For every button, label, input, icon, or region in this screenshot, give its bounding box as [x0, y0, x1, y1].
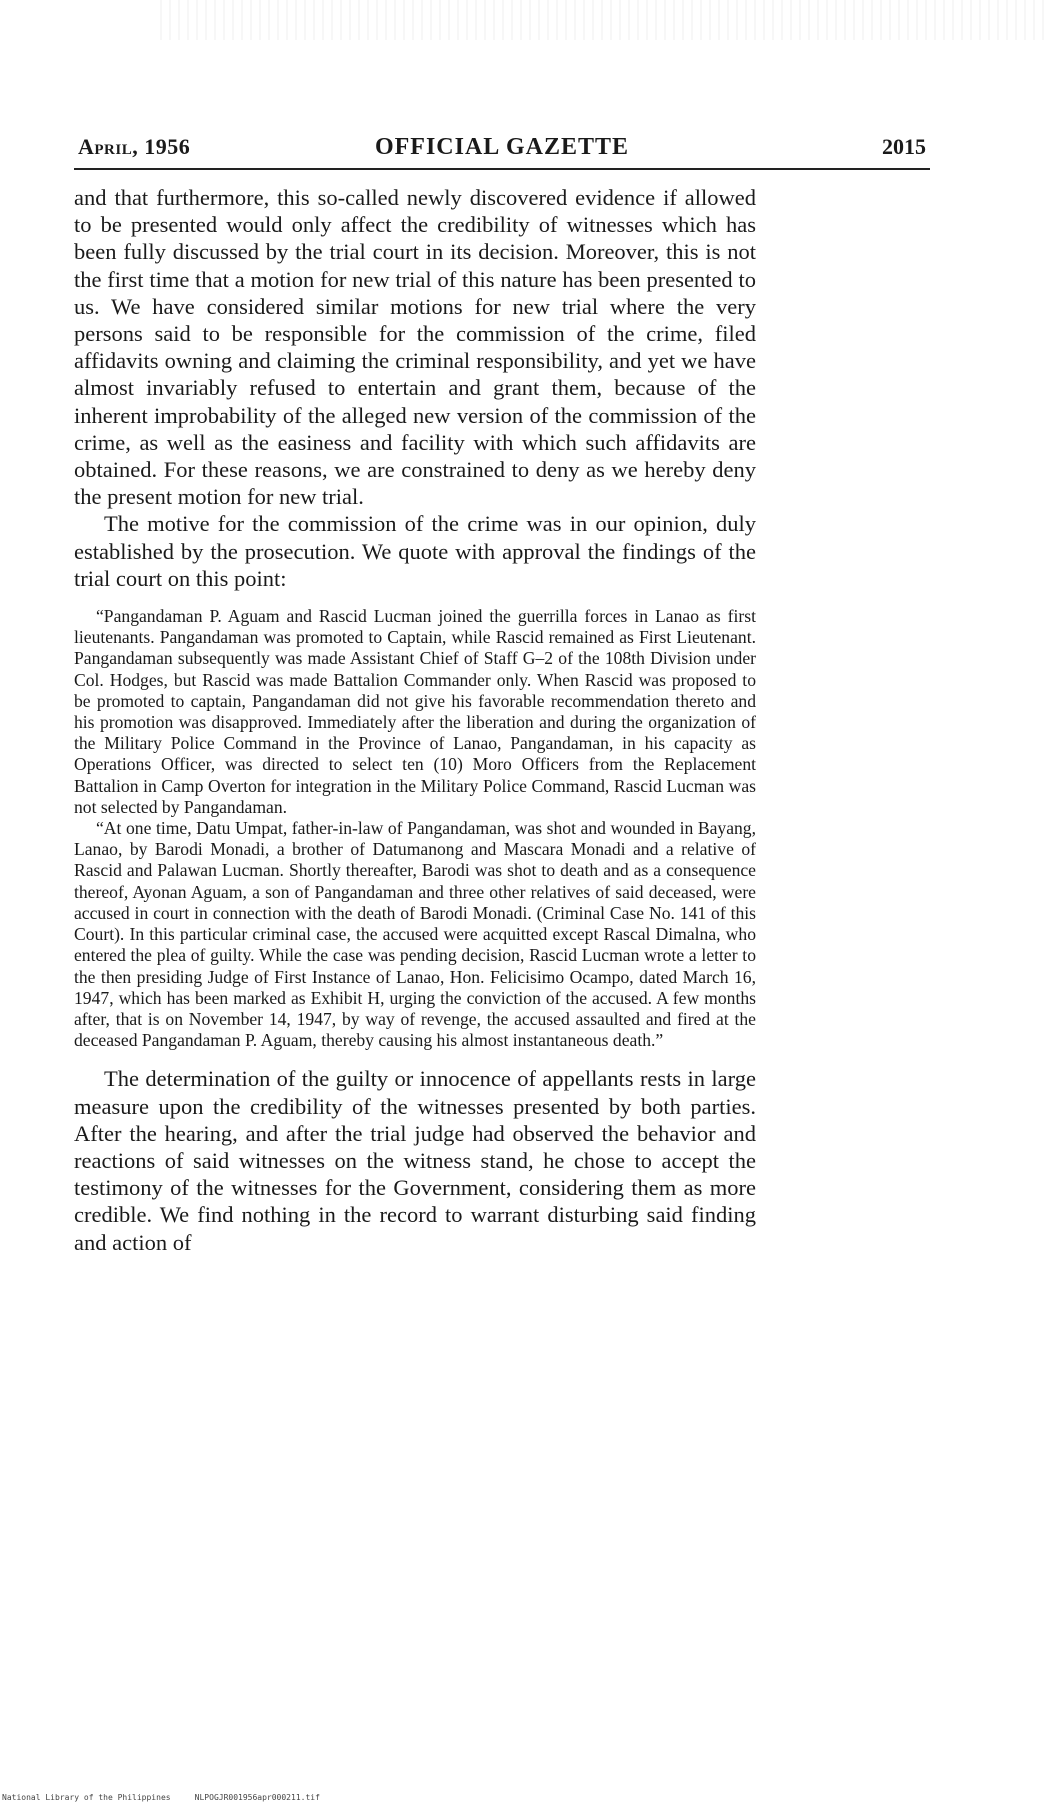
- paragraph-determination: The determination of the guilty or innocence of appellants rests in large measure upon the credibility of the witnesses presented by both parties. After the hearing, and after the trial judge had observed the behavior and reactions of said witnesses on the witness stand, he chose to accept the testimony of the witnesses for the Government, considering them as more credible. We find nothing in the record to warrant disturbing said finding and action of: [74, 1066, 756, 1255]
- scan-footer: [2, 1793, 320, 1802]
- page-header: [74, 128, 930, 170]
- gazette-page: [74, 128, 930, 1256]
- quote-paragraph: “At one time, Datu Umpat, father-in-law of Pangandaman, was shot and wounded in Bayang, Lanao, by Barodi Monadi, a brother of Datumanong and Mascara Monadi and a relative of Rascid and Palawan Lucman. Shortly thereafter, Barodi was shot to death and as a consequence thereof, Ayonan Aguam, a son of Pangandaman and three other relatives of said deceased, were accused in court in connection with the death of Barodi Monadi. (Criminal Case No. 141 of this Court). In this particular criminal case, the accused were acquitted except Rascal Dimalna, who entered the plea of guilty. While the case was pending decision, Rascid Lucman wrote a letter to the then presiding Judge of First Instance of Lanao, Hon. Felicisimo Ocampo, dated March 16, 1947, which has been marked as Exhibit H, urging the conviction of the accused. A few months after, that is on November 14, 1947, by way of revenge, the accused assaulted and fired at the deceased Pangandaman P. Aguam, thereby causing his almost instantaneous death.”: [74, 818, 756, 1051]
- header-month: April,: [78, 134, 139, 159]
- main-text-top: [74, 184, 756, 592]
- page-number: 2015: [882, 134, 926, 159]
- quoted-findings: [74, 606, 756, 1051]
- paragraph-motive: The motive for the commission of the crime was in our opinion, duly established by the prosecution. We quote with approval the findings of the trial court on this point:: [74, 511, 756, 591]
- header-year: 1956: [144, 134, 191, 159]
- quote-paragraph: “Pangandaman P. Aguam and Rascid Lucman joined the guerrilla forces in Lanao as first lieutenants. Pangandaman was promoted to Captain, while Rascid remained as First Lieutenant. Pangandaman subsequently was made Assistant Chief of Staff G–2 of the 108th Division under Col. Hodges, but Rascid was made Battalion Commander only. When Rascid was proposed to be promoted to captain, Pangandaman did not give his favorable recommendation thereto and his promotion was disapproved. Immediately after the liberation and during the organization of the Military Police Command in the Province of Lanao, Pangandaman, in his capacity as Operations Officer, was directed to select ten (10) Moro Officers from the Replacement Battalion in Camp Overton for integration in the Military Police Command, Rascid Lucman was not selected by Pangandaman.: [74, 606, 756, 817]
- scan-noise: [160, 0, 1047, 40]
- footer-file-id: NLPOGJR001956apr000211.tif: [194, 1793, 320, 1802]
- paragraph-continuation: and that furthermore, this so-called newly discovered evidence if allowed to be presented would only affect the credibility of witnesses which has been fully discussed by the trial court in its decision. Moreover, this is not the first time that a motion for new trial of this nature has been presented to us. We have considered similar motions for new trial where the very persons said to be responsible for the commission of the crime, filed affidavits owning and claiming the criminal responsibility, and yet we have almost invariably refused to entertain and grant them, because of the inherent improbability of the alleged new version of the commission of the crime, as well as the easiness and facility with which such affidavits are obtained. For these reasons, we are constrained to deny as we hereby deny the present motion for new trial.: [74, 185, 756, 510]
- publication-title: OFFICIAL GAZETTE: [374, 134, 630, 160]
- footer-library: National Library of the Philippines: [2, 1793, 171, 1802]
- main-text-bottom: [74, 1065, 756, 1255]
